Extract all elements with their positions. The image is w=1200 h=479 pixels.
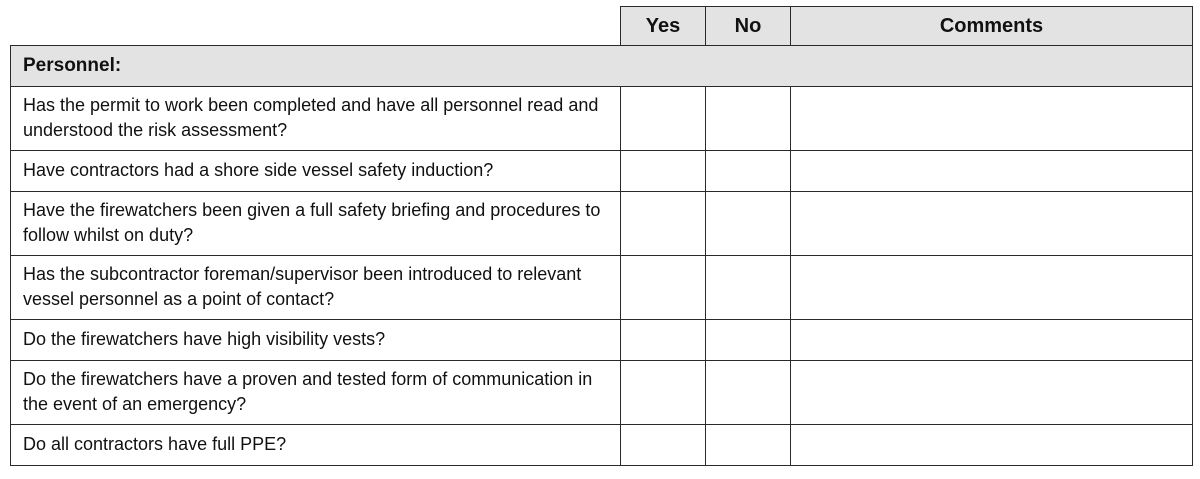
- no-cell[interactable]: [706, 320, 791, 361]
- question-text: Has the permit to work been completed and have all personnel read and understood the risk assessment?: [11, 87, 621, 151]
- personnel-checklist-table: [10, 6, 1193, 466]
- question-text: Has the subcontractor foreman/supervisor been introduced to relevant vessel personnel as a point of contact?: [11, 256, 621, 320]
- no-cell[interactable]: [706, 192, 791, 256]
- yes-cell[interactable]: [621, 320, 706, 361]
- comments-cell[interactable]: [791, 192, 1193, 256]
- section-row-personnel: [11, 46, 1193, 87]
- question-row: [11, 425, 1193, 466]
- question-text: Do the firewatchers have a proven and tested form of communication in the event of an emergency?: [11, 361, 621, 425]
- comments-column-header: Comments: [791, 7, 1193, 46]
- question-row: [11, 87, 1193, 151]
- question-row: [11, 192, 1193, 256]
- comments-cell[interactable]: [791, 425, 1193, 466]
- yes-cell[interactable]: [621, 425, 706, 466]
- no-cell[interactable]: [706, 256, 791, 320]
- question-text: Do the firewatchers have high visibility vests?: [11, 320, 621, 361]
- no-cell[interactable]: [706, 425, 791, 466]
- yes-cell[interactable]: [621, 361, 706, 425]
- no-column-header: No: [706, 7, 791, 46]
- question-row: [11, 361, 1193, 425]
- question-text: Have contractors had a shore side vessel safety induction?: [11, 151, 621, 192]
- no-cell[interactable]: [706, 87, 791, 151]
- question-row: [11, 320, 1193, 361]
- comments-cell[interactable]: [791, 151, 1193, 192]
- header-blank-cell: [11, 7, 621, 46]
- comments-cell[interactable]: [791, 87, 1193, 151]
- question-row: [11, 151, 1193, 192]
- question-text: Do all contractors have full PPE?: [11, 425, 621, 466]
- yes-cell[interactable]: [621, 151, 706, 192]
- no-cell[interactable]: [706, 151, 791, 192]
- comments-cell[interactable]: [791, 320, 1193, 361]
- section-title: Personnel:: [11, 46, 1193, 87]
- question-text: Have the firewatchers been given a full safety briefing and procedures to follow whilst on duty?: [11, 192, 621, 256]
- comments-cell[interactable]: [791, 361, 1193, 425]
- question-row: [11, 256, 1193, 320]
- yes-cell[interactable]: [621, 256, 706, 320]
- header-row: [11, 7, 1193, 46]
- comments-cell[interactable]: [791, 256, 1193, 320]
- yes-cell[interactable]: [621, 192, 706, 256]
- no-cell[interactable]: [706, 361, 791, 425]
- yes-cell[interactable]: [621, 87, 706, 151]
- yes-column-header: Yes: [621, 7, 706, 46]
